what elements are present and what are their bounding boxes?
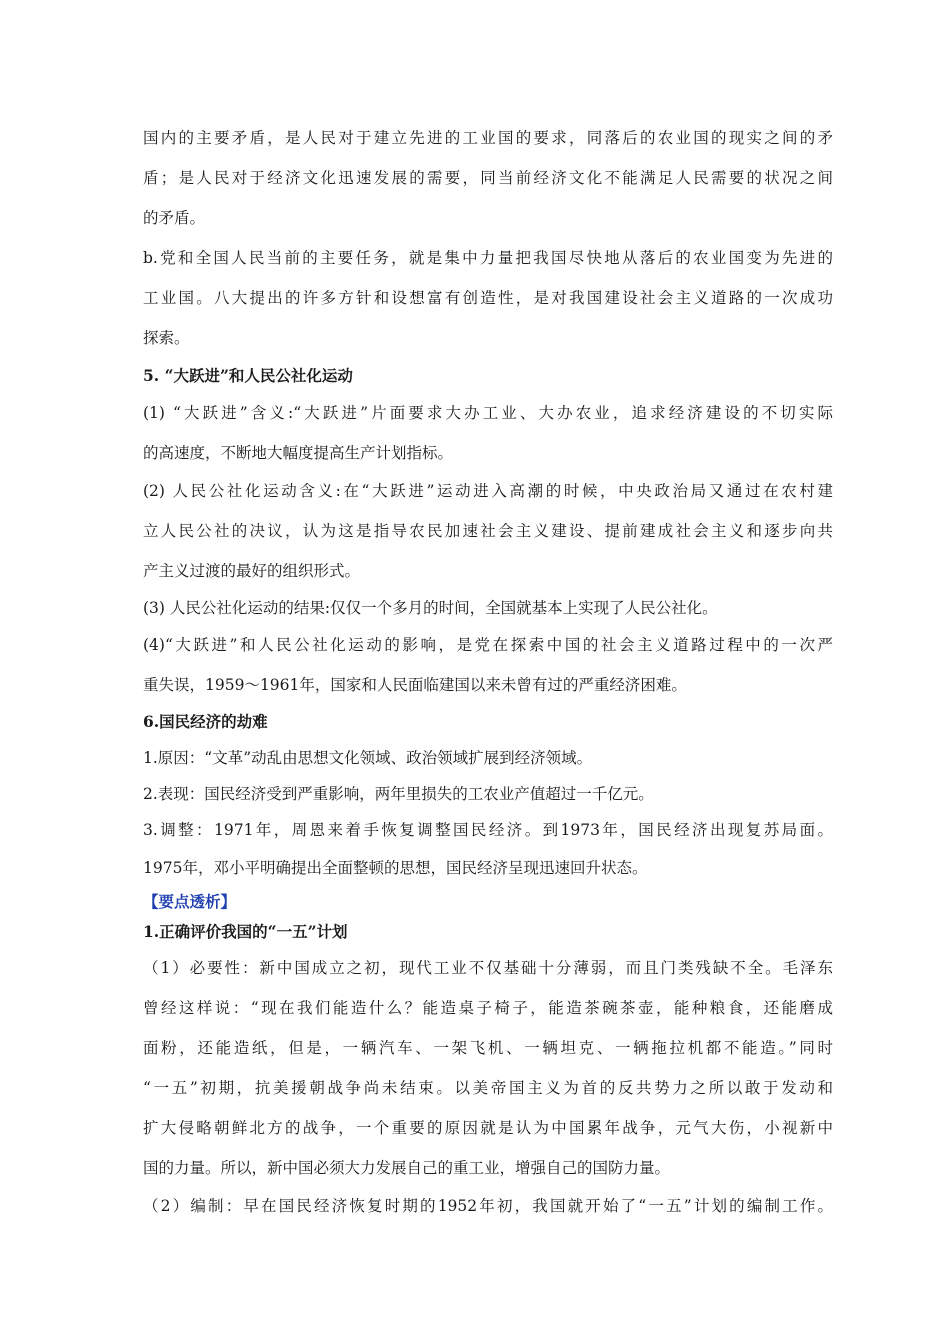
text-line: “一五”初期，抗美援朝战争尚未结束。以美帝国主义为首的反共势力之所以敢于发动和 (143, 1079, 833, 1097)
text-line: 的高速度，不断地大幅度提高生产计划指标。 (143, 444, 454, 462)
text-line: 产主义过渡的最好的组织形式。 (143, 562, 361, 580)
section-heading-6: 6.国民经济的劫难 (143, 712, 268, 731)
text-line: 立人民公社的决议，认为这是指导农民加速社会主义建设、提前建成社会主义和逐步向共 (143, 522, 833, 540)
text-line: 探索。 (143, 329, 190, 347)
text-line: 工业国。八大提出的许多方针和设想富有创造性，是对我国建设社会主义道路的一次成功 (143, 289, 833, 307)
text-line: 重失误，1959～1961年，国家和人民面临建国以来未曾有过的严重经济困难。 (143, 676, 687, 694)
key-point-1-heading: 1.正确评价我国的“一五”计划 (143, 922, 348, 941)
text-line: (4)“大跃进”和人民公社化运动的影响，是党在探索中国的社会主义道路过程中的一次严 (143, 636, 833, 654)
section-heading-5: 5. “大跃进”和人民公社化运动 (143, 366, 353, 385)
key-points-heading: 【要点透析】 (143, 892, 237, 911)
text-line: 曾经这样说：“现在我们能造什么？能造桌子椅子，能造茶碗茶壶，能种粮食，还能磨成 (143, 999, 833, 1017)
text-line: b.党和全国人民当前的主要任务，就是集中力量把我国尽快地从落后的农业国变为先进的 (143, 249, 833, 267)
text-line: 盾；是人民对于经济文化迅速发展的需要，同当前经济文化不能满足人民需要的状况之间 (143, 169, 833, 187)
text-line: 扩大侵略朝鲜北方的战争，一个重要的原因就是认为中国累年战争，元气大伤，小视新中 (143, 1119, 833, 1137)
text-line: (1) “大跃进”含义:“大跃进”片面要求大办工业、大办农业，追求经济建设的不切实际 (143, 404, 833, 422)
text-line: （2）编制：早在国民经济恢复时期的1952年初，我国就开始了“一五”计划的编制工作。 (143, 1197, 833, 1215)
text-line: (3) 人民公社化运动的结果:仅仅一个多月的时间，全国就基本上实现了人民公社化。 (143, 599, 718, 617)
text-line: 2.表现：国民经济受到严重影响，两年里损失的工农业产值超过一千亿元。 (143, 785, 654, 803)
text-line: 3.调整：1971年，周恩来着手恢复调整国民经济。到1973年，国民经济出现复苏局面。 (143, 821, 833, 839)
text-line: 国内的主要矛盾，是人民对于建立先进的工业国的要求，同落后的农业国的现实之间的矛 (143, 129, 833, 147)
text-line: 国的力量。所以，新中国必须大力发展自己的重工业，增强自己的国防力量。 (143, 1159, 671, 1177)
text-line: 1975年，邓小平明确提出全面整顿的思想，国民经济呈现迅速回升状态。 (143, 859, 648, 877)
text-line: （1）必要性：新中国成立之初，现代工业不仅基础十分薄弱，而且门类残缺不全。毛泽东 (143, 959, 833, 977)
text-line: 1.原因：“文革”动乱由思想文化领域、政治领域扩展到经济领域。 (143, 749, 593, 767)
text-line: (2) 人民公社化运动含义:在“大跃进”运动进入高潮的时候，中央政治局又通过在农村建 (143, 482, 833, 500)
text-line: 的矛盾。 (143, 209, 206, 227)
text-line: 面粉，还能造纸，但是，一辆汽车、一架飞机、一辆坦克、一辆拖拉机都不能造。”同时 (143, 1039, 833, 1057)
